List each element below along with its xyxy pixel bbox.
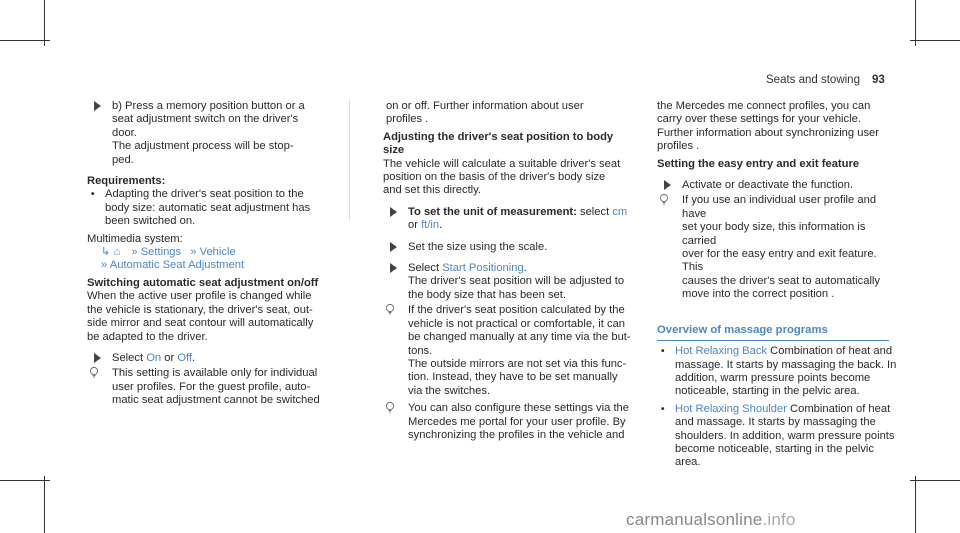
step-activate — [657, 179, 897, 192]
bullet-icon: • — [661, 346, 665, 358]
massage-item — [657, 403, 897, 470]
text-line: seat adjustment switch on the driver's — [112, 113, 299, 126]
menu-path-1 — [87, 246, 349, 259]
text-line: and massage. It starts by massaging the — [675, 416, 876, 429]
text: . — [439, 219, 443, 232]
menu-vehicle: Vehicle — [199, 246, 236, 259]
text: Select — [408, 262, 443, 275]
option-cm: cm — [612, 205, 628, 218]
step-b — [87, 100, 349, 167]
text: Combination of heat and — [767, 345, 893, 358]
crop-mark — [910, 480, 960, 481]
text-line: over for the easy entry and exit feature. This — [682, 248, 877, 274]
text-line: move into the correct position . — [682, 288, 835, 301]
option-ftin: ft/in — [421, 219, 440, 232]
text-line: side mirror and seat contour will automatically — [87, 317, 314, 330]
text-line: body size: automatic seat adjustment has — [105, 201, 311, 214]
step-size — [383, 241, 633, 254]
page-number: 93 — [872, 74, 885, 86]
text-line: Set the size using the scale. — [408, 240, 548, 253]
text-line: shoulders. In addition, warm pressure points — [675, 429, 895, 442]
text-line: massage. It starts by massaging the back. In — [675, 358, 897, 371]
path-arrow-icon: » — [190, 246, 197, 259]
text: or — [408, 219, 422, 232]
path-arrow-icon: » — [131, 246, 138, 259]
massage-name: Hot Relaxing Back — [675, 345, 768, 358]
text-line: become noticeable, starting in the pelvic — [675, 442, 875, 455]
section-heading: Setting the easy entry and exit feature — [657, 157, 860, 170]
text: or — [161, 351, 178, 364]
text-line: noticeable, starting in the pelvic area. — [675, 385, 860, 398]
overview-title: Overview of massage programs — [657, 324, 889, 341]
info-icon — [385, 304, 395, 315]
text-line: be adapted to the driver. — [87, 330, 208, 343]
step-unit — [383, 206, 633, 233]
path-arrow-icon: » — [101, 259, 108, 272]
crop-mark — [915, 0, 916, 46]
text-line: This setting is available only for individual — [112, 367, 318, 380]
section-heading: Switching automatic seat adjustment on/off — [87, 276, 319, 289]
watermark — [626, 510, 796, 530]
option-on: On — [146, 351, 162, 364]
section-heading: Adjusting the driver's seat position to body — [383, 130, 614, 143]
crop-mark — [0, 40, 50, 41]
text: Combination of heat — [786, 402, 891, 415]
crop-mark — [0, 480, 50, 481]
text-line: the body size that has been set. — [408, 288, 566, 301]
crop-mark — [910, 40, 960, 41]
text-line: area. — [675, 456, 701, 469]
step-select-on-off — [87, 352, 349, 365]
massage-name: Hot Relaxing Shoulder — [675, 402, 787, 415]
text-line: The vehicle will calculate a suitable driver's seat — [383, 157, 621, 170]
step-arrow-icon — [94, 353, 101, 363]
note — [87, 367, 349, 407]
column-1 — [87, 100, 349, 408]
text-line: door. — [112, 126, 137, 139]
text-line: position on the basis of the driver's body size — [383, 171, 606, 184]
text-line: and set this directly. — [383, 184, 482, 197]
text-line: If you use an individual user profile and have — [682, 194, 877, 220]
home-icon: ↳ ⌂ — [101, 246, 121, 259]
text-line: Further information about synchronizing user — [657, 126, 879, 139]
menu-automatic-seat-adjustment: Automatic Seat Adjustment — [109, 259, 245, 272]
text-line: tons. — [408, 344, 433, 357]
text-line: been switched on. — [105, 215, 196, 228]
text-line: addition, warm pressure points become — [675, 371, 871, 384]
column-3 — [657, 100, 897, 470]
note — [657, 194, 897, 301]
note — [383, 304, 633, 398]
crop-mark — [44, 476, 45, 533]
text-line: the vehicle is stationary, the driver's seat, out- — [87, 303, 313, 316]
text-line: When the active user profile is changed while — [87, 290, 312, 303]
column-2 — [383, 100, 633, 442]
text-line: Mercedes me portal for your user profile. By — [408, 415, 626, 428]
text-line: The adjustment process will be stop- — [112, 140, 294, 153]
text-line: tion. Instead, they have to be set manually — [408, 371, 618, 384]
text-line: You can also configure these settings via the — [408, 402, 629, 415]
watermark-suffix: .info — [762, 510, 796, 529]
text-line: the Mercedes me connect profiles, you can — [657, 100, 871, 112]
menu-path-2 — [87, 259, 349, 272]
text: . — [192, 351, 196, 364]
bullet-icon: • — [91, 189, 95, 201]
step-start — [383, 262, 633, 302]
massage-item — [657, 345, 897, 399]
requirements-heading: Requirements: — [87, 175, 166, 188]
text-line: profiles . — [386, 113, 429, 126]
crop-mark — [915, 476, 916, 533]
text-line: matic seat adjustment cannot be switched — [112, 394, 320, 407]
step-arrow-icon — [94, 101, 101, 111]
text-line: b) Press a memory position button or a — [112, 100, 305, 112]
text-line: be changed manually at any time via the but- — [408, 331, 631, 344]
text-line: vehicle is not practical or comfortable, it can — [408, 317, 626, 330]
menu-settings: Settings — [140, 246, 182, 259]
text: To set the unit of measurement: — [408, 205, 577, 218]
text: select — [576, 205, 613, 218]
info-icon — [89, 367, 99, 378]
text-line: The outside mirrors are not set via this func- — [408, 357, 627, 370]
bullet-icon: • — [661, 403, 665, 415]
text-line: set your body size, this information is carried — [682, 221, 866, 247]
info-icon — [385, 402, 395, 413]
crop-mark — [44, 0, 45, 46]
text-line: If the driver's seat position calculated by the — [408, 304, 625, 317]
running-header-title: Seats and stowing — [766, 74, 860, 86]
info-icon — [659, 194, 669, 205]
text-line: profiles . — [657, 140, 700, 153]
step-arrow-icon — [390, 242, 397, 252]
text-line: via the switches. — [408, 384, 491, 397]
text-line: synchronizing the profiles in the vehicle and — [408, 428, 625, 441]
text-line: on or off. Further information about user — [386, 100, 584, 112]
text: Select — [112, 351, 147, 364]
text-line: ped. — [112, 153, 134, 166]
multimedia-label: Multimedia system: — [87, 232, 183, 245]
column-divider — [349, 100, 350, 220]
requirement-item — [87, 188, 349, 228]
text-line: user profiles. For the guest profile, auto- — [112, 380, 311, 393]
text-line: The driver's seat position will be adjusted to — [408, 275, 625, 288]
text-line: carry over these settings for your vehicle. — [657, 113, 861, 126]
text-line: Adapting the driver's seat position to the — [105, 188, 304, 201]
watermark-main: carmanualsonline — [626, 510, 763, 529]
option-off: Off — [177, 351, 193, 364]
section-heading: size — [383, 144, 405, 157]
note — [383, 402, 633, 442]
step-arrow-icon — [390, 263, 397, 273]
step-arrow-icon — [664, 180, 671, 190]
option-start-positioning: Start Positioning — [442, 262, 524, 275]
text: . — [523, 262, 527, 275]
step-arrow-icon — [390, 207, 397, 217]
text-line: Activate or deactivate the function. — [682, 179, 854, 192]
text-line: causes the driver's seat to automatically — [682, 274, 881, 287]
